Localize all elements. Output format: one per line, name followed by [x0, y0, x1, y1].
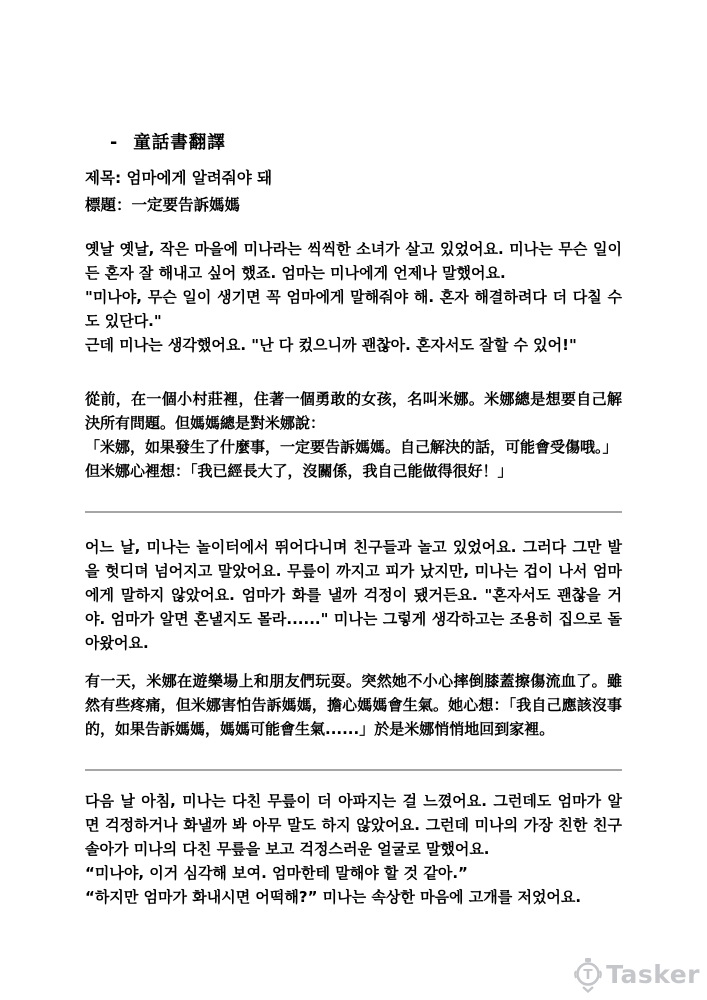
- story-line-zh: 從前，在一個小村莊裡，住著一個勇敢的女孩，名叫米娜。米娜總是想要自己解決所有問題。但媽媽總是對米娜說：: [85, 390, 622, 432]
- story-line-ko: 옛날 옛날, 작은 마을에 미나라는 씩씩한 소녀가 살고 있었어요. 미나는 무슨 일이든 혼자 잘 해내고 싶어 했죠. 엄마는 미나에게 언제나 말했어요.: [85, 240, 622, 282]
- section-divider: [85, 511, 622, 513]
- t-badge-icon: [572, 957, 604, 993]
- document-heading: [85, 131, 622, 155]
- story-line-zh: 有一天，米娜在遊樂場上和朋友們玩耍。突然她不小心摔倒膝蓋擦傷流血了。雖然有些疼痛，但米娜害怕告訴媽媽，擔心媽媽會生氣。她心想：「我自己應該沒事的，如果告訴媽媽，媽媽可能會生氣......」於是米娜悄悄地回到家裡。: [85, 672, 622, 738]
- title-korean: 제목: 엄마에게 알려줘야 돼: [85, 169, 273, 187]
- korean-paragraph-2: [85, 535, 622, 655]
- title-chinese: 標題：一定要告訴媽媽: [85, 196, 241, 214]
- story-line-ko: 근데 미나는 생각했어요. "난 다 컸으니까 괜찮아. 혼자서도 잘할 수 있어!": [85, 336, 577, 354]
- story-line-ko: 다음 날 아침, 미나는 다친 무릎이 더 아파지는 걸 느꼈어요. 그런데도 엄마가 알면 걱정하거나 화낼까 봐 아무 말도 하지 않았어요. 그런데 미나의 가장 친한 친구 솔아가 미나의 다친 무릎을 보고 걱정스러운 얼굴로 말했어요.: [85, 792, 622, 858]
- section-divider: [85, 769, 622, 771]
- story-line-ko: 어느 날, 미나는 놀이터에서 뛰어다니며 친구들과 놀고 있었어요. 그러다 그만 발을 헛디뎌 넘어지고 말았어요. 무릎이 까지고 피가 났지만, 미나는 겁이 나서 엄마에게 말하지 않았어요. 엄마가 화를 낼까 걱정이 됐거든요. "혼자서도 괜찮을 거야. 엄마가 알면 혼낼지도 몰라......" 미나는 그렇게 생각하고는 조용히 집으로 돌아왔어요.: [85, 538, 622, 652]
- tasker-watermark-text: Tasker: [606, 960, 700, 989]
- document-content: [85, 0, 622, 909]
- story-line-ko: "미나야, 무슨 일이 생기면 꼭 엄마에게 말해줘야 해. 혼자 해결하려다 더 다칠 수도 있단다.": [85, 288, 622, 330]
- tasker-watermark: [572, 957, 700, 993]
- story-line-zh: 但米娜心裡想：「我已經長大了，沒關係，我自己能做得很好！」: [85, 462, 513, 480]
- chinese-paragraph-2: [85, 669, 622, 741]
- title-block: [85, 165, 622, 219]
- story-line-zh: 「米娜，如果發生了什麼事，一定要告訴媽媽。自己解決的話，可能會受傷哦。」: [85, 438, 618, 456]
- chinese-paragraph-1: [85, 387, 622, 483]
- heading-bullet: -: [110, 133, 119, 153]
- heading-text: 童話書翻譯: [133, 133, 226, 153]
- korean-paragraph-3: [85, 789, 622, 909]
- svg-text:T: T: [583, 967, 593, 983]
- story-line-ko: “미나야, 이거 심각해 보여. 엄마한테 말해야 할 것 같아.”: [85, 864, 468, 882]
- korean-paragraph-1: [85, 237, 622, 357]
- story-line-ko: “하지만 엄마가 화내시면 어떡해?” 미나는 속상한 마음에 고개를 저었어요.: [85, 888, 582, 906]
